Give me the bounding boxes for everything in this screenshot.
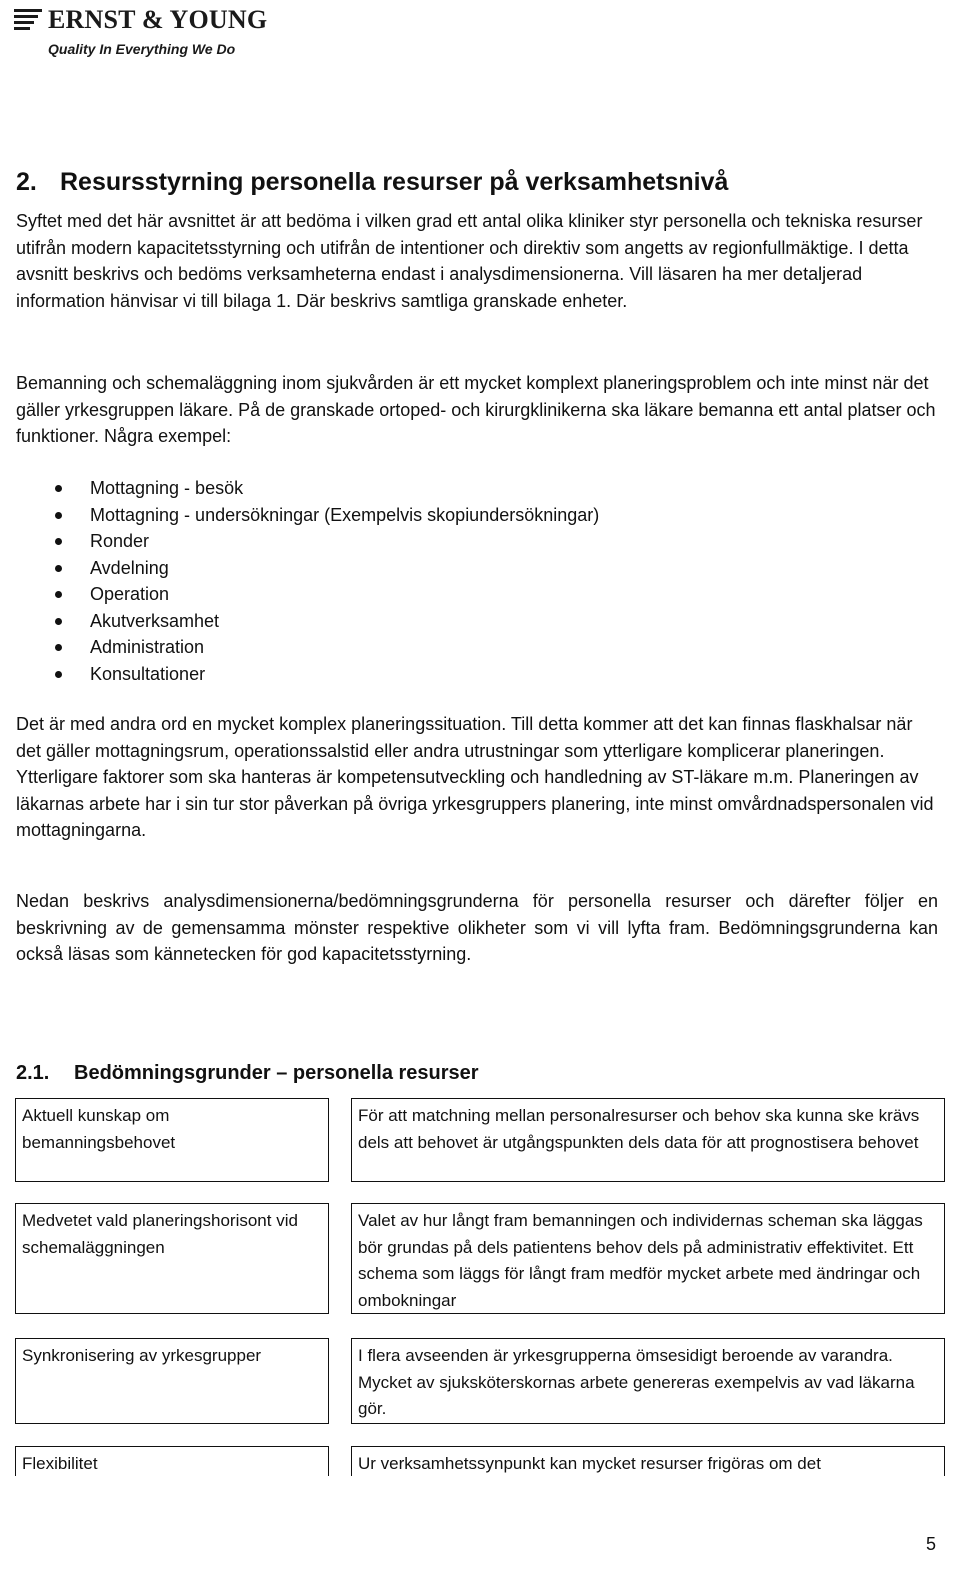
criterion-cell: Aktuell kunskap om bemanningsbehovet [15, 1098, 329, 1182]
list-item: Administration [0, 634, 599, 661]
list-item: Akutverksamhet [0, 608, 599, 635]
subsection-title: Bedömningsgrunder – personella resurser [74, 1062, 479, 1084]
description-cell: I flera avseenden är yrkesgrupperna ömsesidigt beroende av varandra. Mycket av sjuksköterskornas arbete genereras exempelvis av vad läkarna gör. [351, 1338, 945, 1424]
company-tagline: Quality In Everything We Do [48, 41, 236, 57]
section-number: 2. [16, 168, 37, 196]
paragraph-staffing: Bemanning och schemaläggning inom sjukvården är ett mycket komplext planeringsproblem och inte minst när det gäller yrkesgruppen läkare. På de granskade ortoped- och kirurgklinikerna ska läkare bemanna ett antal platser och funktioner. Några exempel: [16, 373, 936, 446]
criterion-cell: Medvetet vald planeringshorisont vid schemaläggningen [15, 1203, 329, 1314]
paragraph-dimensions: Nedan beskrivs analysdimensionerna/bedömningsgrunderna för personella resurser och därefter följer en beskrivning av de gemensamma mönster respektive olikheter som vi vill lyfta fram. Bedömningsgrunderna kan också läsas som kännetecken för god kapacitetsstyrning. [16, 891, 938, 964]
paragraph-complexity: Det är med andra ord en mycket komplex planeringssituation. Till detta kommer att det kan finnas flaskhalsar när det gäller mottagningsrum, operationssalstid eller andra utrustningar som ytterligare komplicerar planeringen. Ytterligare faktorer som ska hanteras är kompetensutveckling och handledning av ST-läkare m.m. Planeringen av läkarnas arbete har i sin tur stor påverkan på övriga yrkesgruppers planering, inte minst omvårdnadspersonalen vid mottagningarna. [16, 714, 934, 840]
description-cell: Ur verksamhetssynpunkt kan mycket resurser frigöras om det [351, 1446, 945, 1476]
list-item: Operation [0, 581, 599, 608]
list-item: Konsultationer [0, 661, 599, 688]
section-title: Resursstyrning personella resurser på verksamhetsnivå [60, 168, 729, 196]
criterion-cell: Synkronisering av yrkesgrupper [15, 1338, 329, 1424]
criterion-cell: Flexibilitet [15, 1446, 329, 1476]
page-number: 5 [925, 1534, 936, 1554]
list-item: Ronder [0, 528, 599, 555]
company-name: ERNST & YOUNG [48, 5, 268, 34]
list-item: Mottagning - undersökningar (Exempelvis skopiundersökningar) [0, 502, 599, 529]
description-cell: Valet av hur långt fram bemanningen och individernas scheman ska läggas bör grundas på dels patientens behov dels på administrativ effektivitet. Ett schema som läggs för långt fram medför mycket arbete med ändringar och ombokningar [351, 1203, 945, 1314]
subsection-number: 2.1. [16, 1062, 50, 1084]
description-cell: För att matchning mellan personalresurser och behov ska kunna ske krävs dels att behovet är utgångspunkten dels data för att prognostisera behovet [351, 1098, 945, 1182]
list-item: Avdelning [0, 555, 599, 582]
list-item: Mottagning - besök [0, 475, 599, 502]
paragraph-purpose: Syftet med det här avsnittet är att bedöma i vilken grad ett antal olika kliniker styr personella och tekniska resurser utifrån modern kapacitetsstyrning och utifrån de intentioner och direktiv som angetts av regionfullmäktige. I detta avsnitt beskrivs och bedöms verksamheterna endast i analysdimensionerna. Vill läsaren ha mer detaljerad information hänvisar vi till bilaga 1. Där beskrivs samtliga granskade enheter. [16, 211, 923, 311]
